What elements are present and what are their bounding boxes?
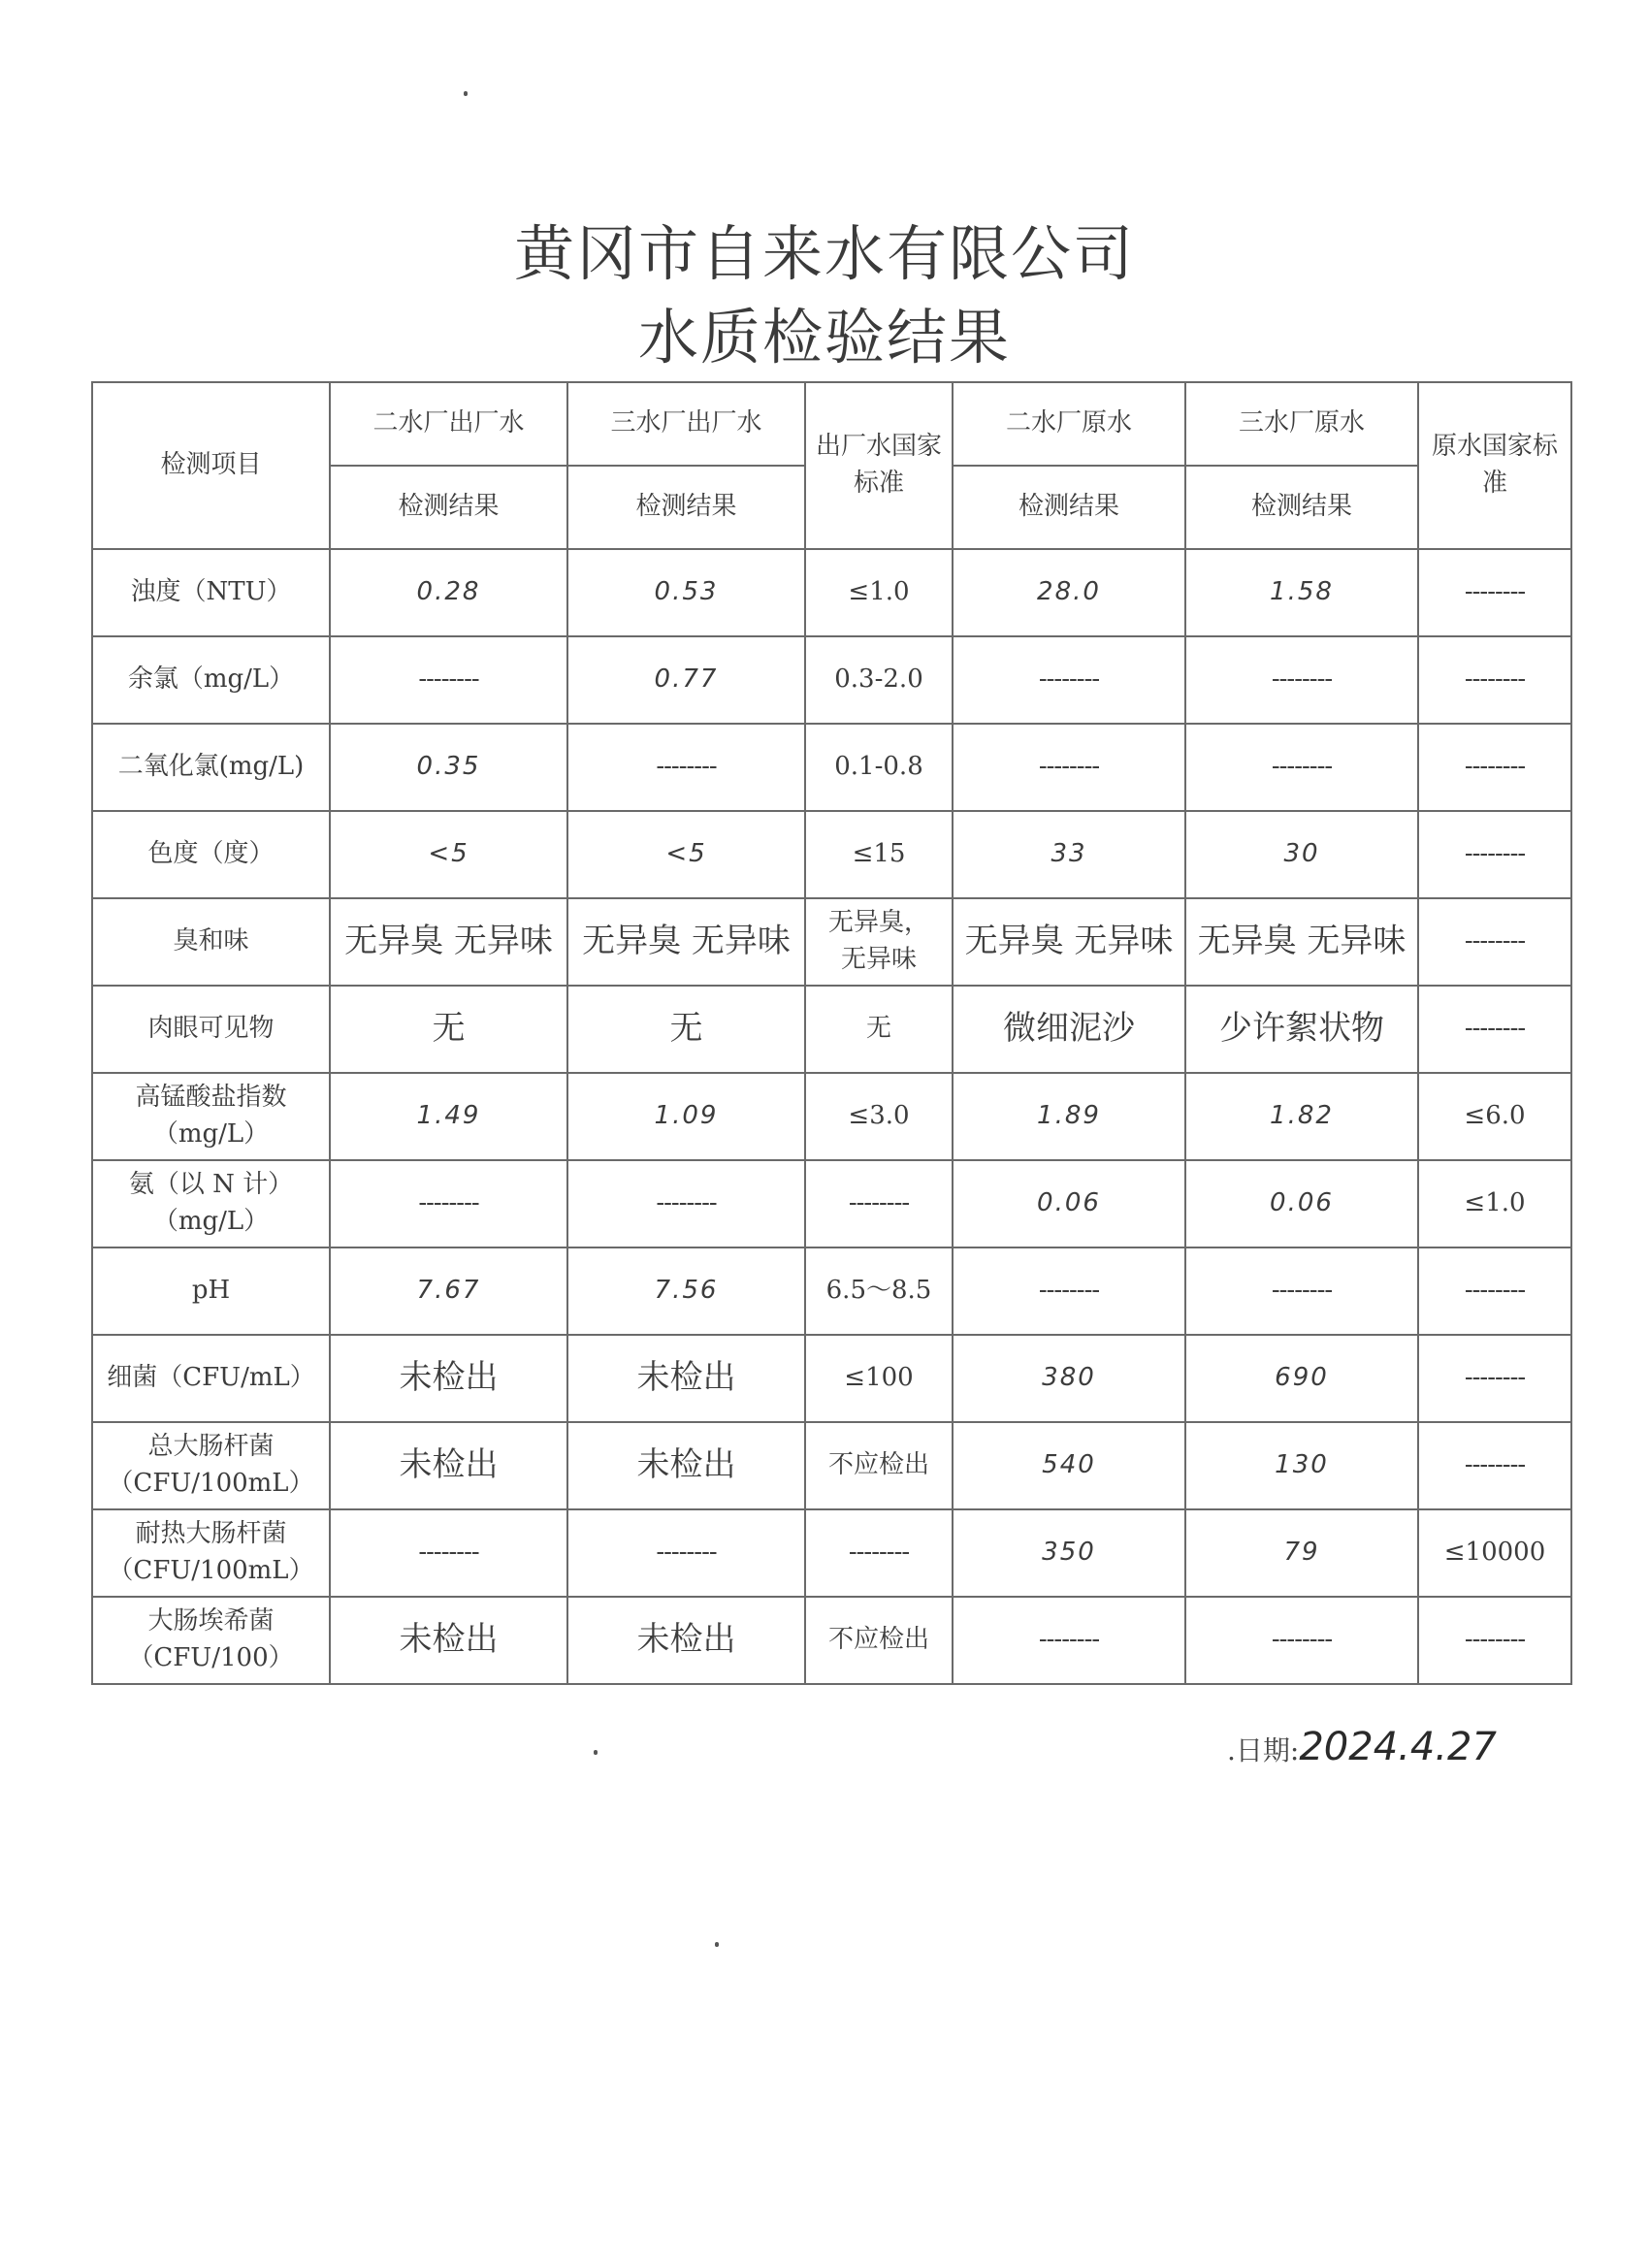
plant3-out-result-text: -------- (656, 752, 717, 782)
plant2-out-result-text: 无 (432, 1009, 466, 1049)
plant2-raw-result-text: -------- (1038, 752, 1100, 782)
row-item (92, 1597, 330, 1684)
plant2-out-result (330, 1597, 567, 1684)
plant3-out-result-text: 0.53 (654, 577, 719, 607)
raw-standard (1418, 986, 1571, 1073)
date-label: .日期: (1227, 1734, 1300, 1766)
raw-standard-text: -------- (1464, 839, 1526, 869)
plant3-raw-result-text: -------- (1271, 1625, 1333, 1655)
raw-standard-text: -------- (1464, 752, 1526, 782)
raw-standard (1418, 898, 1571, 986)
plant3-out-result-text: -------- (656, 1188, 717, 1218)
plant3-raw-result (1185, 724, 1418, 811)
plant3-raw-result-text: 少许絮状物 (1219, 1009, 1384, 1049)
raw-standard-text: -------- (1464, 1450, 1526, 1480)
plant2-raw-result-text: 350 (1042, 1538, 1096, 1568)
plant2-out-result (330, 1073, 567, 1160)
plant2-raw-result-text: 1.89 (1037, 1101, 1101, 1131)
row-item-text: pH (191, 1276, 231, 1306)
header-out-standard: 出厂水国家标准 (805, 382, 953, 549)
scan-speck (464, 91, 468, 96)
plant3-out-result (567, 811, 805, 898)
row-item (92, 549, 330, 636)
row-item-text: 耐热大肠杆菌 (135, 1519, 287, 1549)
plant3-out-result (567, 1247, 805, 1335)
header-row (92, 382, 1571, 466)
raw-standard-text: ≤10000 (1443, 1538, 1546, 1568)
plant3-raw-result-text: 无异臭 无异味 (1197, 922, 1406, 961)
header-plant3-out: 三水厂出厂水 (567, 382, 805, 466)
plant2-out-result (330, 1160, 567, 1247)
plant2-raw-result (953, 724, 1185, 811)
row-item-text: 高锰酸盐指数 (135, 1083, 287, 1113)
plant2-raw-result-text: -------- (1038, 1625, 1100, 1655)
raw-standard (1418, 1509, 1571, 1597)
out-standard (805, 1597, 953, 1684)
table-row (92, 1073, 1571, 1160)
raw-standard-text: -------- (1464, 577, 1526, 607)
plant3-out-result-text: 无 (669, 1009, 703, 1049)
header-item: 检测项目 (92, 382, 330, 549)
header-plant3-raw: 三水厂原水 (1185, 382, 1418, 466)
row-item (92, 811, 330, 898)
plant2-out-result (330, 898, 567, 986)
out-standard-text: 0.3-2.0 (834, 664, 923, 695)
plant2-raw-result (953, 1597, 1185, 1684)
table-row (92, 549, 1571, 636)
plant3-raw-result (1185, 1073, 1418, 1160)
plant2-raw-result (953, 1335, 1185, 1422)
raw-standard-text: -------- (1464, 1625, 1526, 1655)
row-item-text: 细菌（CFU/mL） (107, 1363, 315, 1393)
plant3-out-result (567, 636, 805, 724)
plant3-out-result (567, 1597, 805, 1684)
plant2-raw-result (953, 1160, 1185, 1247)
subheader-result: 检测结果 (953, 466, 1185, 549)
row-item-text: 浊度（NTU） (130, 577, 292, 607)
raw-standard-text: ≤6.0 (1464, 1101, 1526, 1131)
plant3-raw-result (1185, 636, 1418, 724)
plant3-raw-result (1185, 1247, 1418, 1335)
plant3-out-result-text: 未检出 (636, 1358, 736, 1398)
raw-standard-text: -------- (1464, 664, 1526, 695)
plant2-out-result (330, 549, 567, 636)
row-item-text: 大肠埃希菌 (147, 1606, 275, 1636)
row-item (92, 1422, 330, 1509)
plant3-raw-result (1185, 986, 1418, 1073)
plant3-raw-result-text: -------- (1271, 664, 1333, 695)
plant3-raw-result (1185, 1509, 1418, 1597)
plant3-raw-result (1185, 1160, 1418, 1247)
plant2-raw-result-text: 无异臭 无异味 (964, 922, 1174, 961)
plant3-out-result (567, 1422, 805, 1509)
plant2-raw-result (953, 986, 1185, 1073)
plant3-out-result (567, 549, 805, 636)
plant2-out-result-text: 未检出 (399, 1445, 499, 1485)
plant2-out-result-text: 0.35 (416, 752, 481, 782)
plant2-out-result (330, 1422, 567, 1509)
out-standard-text: 6.5～8.5 (825, 1276, 932, 1306)
raw-standard (1418, 1335, 1571, 1422)
row-item-text: 二氧化氯(mg/L) (117, 752, 305, 782)
row-item (92, 1247, 330, 1335)
plant3-out-result (567, 986, 805, 1073)
out-standard (805, 1073, 953, 1160)
plant2-out-result-text: -------- (418, 664, 479, 695)
table-row (92, 636, 1571, 724)
out-standard-text: 无异味 (840, 945, 917, 974)
out-standard (805, 1160, 953, 1247)
report-title: 水质检验结果 (637, 302, 1011, 373)
plant3-out-result-text: 0.77 (654, 664, 719, 695)
out-standard-text: 0.1-0.8 (834, 752, 923, 782)
plant2-raw-result-text: 28.0 (1037, 577, 1101, 607)
plant3-out-result (567, 1509, 805, 1597)
plant2-raw-result (953, 1247, 1185, 1335)
plant2-out-result-text: 无异臭 无异味 (344, 922, 553, 961)
row-item-text: （mg/L） (152, 1207, 270, 1236)
row-item (92, 898, 330, 986)
plant2-raw-result (953, 1073, 1185, 1160)
company-title: 黄冈市自来水有限公司 (513, 218, 1135, 289)
scan-speck (594, 1750, 598, 1755)
plant2-out-result-text: 0.28 (416, 577, 481, 607)
out-standard-text: 不应检出 (827, 1625, 929, 1655)
subheader-result: 检测结果 (1185, 466, 1418, 549)
plant3-raw-result-text: 30 (1283, 839, 1320, 869)
plant3-raw-result-text: -------- (1271, 1276, 1333, 1306)
header-raw-standard: 原水国家标准 (1418, 382, 1571, 549)
table-row (92, 986, 1571, 1073)
scan-speck (715, 1942, 719, 1947)
plant2-out-result-text: 1.49 (416, 1101, 481, 1131)
plant2-out-result-text: -------- (418, 1188, 479, 1218)
plant2-out-result (330, 811, 567, 898)
date-line (1227, 1725, 1497, 1769)
table-row (92, 898, 1571, 986)
out-standard (805, 636, 953, 724)
raw-standard-text: -------- (1464, 1014, 1526, 1044)
plant2-raw-result-text: -------- (1038, 664, 1100, 695)
plant2-out-result (330, 1247, 567, 1335)
plant3-raw-result-text: 1.82 (1270, 1101, 1334, 1131)
table-row (92, 1509, 1571, 1597)
out-standard (805, 1335, 953, 1422)
plant2-out-result-text: <5 (428, 839, 469, 869)
out-standard (805, 1247, 953, 1335)
plant3-out-result-text: <5 (665, 839, 707, 869)
out-standard-text: -------- (848, 1188, 910, 1218)
out-standard (805, 1509, 953, 1597)
row-item (92, 1335, 330, 1422)
row-item-text: （CFU/100mL） (108, 1469, 314, 1498)
raw-standard (1418, 1597, 1571, 1684)
plant3-raw-result-text: -------- (1271, 752, 1333, 782)
row-item-text: 余氯（mg/L） (127, 664, 295, 695)
plant2-raw-result-text: 微细泥沙 (1003, 1009, 1135, 1049)
plant3-out-result-text: 1.09 (654, 1101, 719, 1131)
header-plant2-out: 二水厂出厂水 (330, 382, 567, 466)
row-item-text: 色度（度） (147, 839, 275, 869)
table-row (92, 1597, 1571, 1684)
plant2-raw-result (953, 636, 1185, 724)
row-item-text: 氨（以 N 计） (128, 1170, 294, 1200)
plant3-out-result (567, 1073, 805, 1160)
raw-standard (1418, 1247, 1571, 1335)
plant3-out-result-text: 未检出 (636, 1620, 736, 1660)
plant2-raw-result (953, 898, 1185, 986)
plant2-raw-result-text: -------- (1038, 1276, 1100, 1306)
header-plant2-raw: 二水厂原水 (953, 382, 1185, 466)
plant3-out-result (567, 1160, 805, 1247)
out-standard (805, 724, 953, 811)
row-item-text: 肉眼可见物 (147, 1014, 275, 1044)
row-item-text: 臭和味 (173, 926, 249, 956)
out-standard-text: 不应检出 (827, 1450, 929, 1480)
plant2-out-result (330, 1509, 567, 1597)
out-standard-text: ≤100 (844, 1363, 914, 1393)
table-row (92, 1247, 1571, 1335)
out-standard-text: ≤15 (852, 839, 906, 869)
plant3-out-result-text: -------- (656, 1538, 717, 1568)
subheader-result: 检测结果 (567, 466, 805, 549)
row-item (92, 1073, 330, 1160)
raw-standard (1418, 724, 1571, 811)
results-table (91, 381, 1572, 1685)
raw-standard-text: -------- (1464, 1276, 1526, 1306)
raw-standard (1418, 1422, 1571, 1509)
raw-standard (1418, 636, 1571, 724)
out-standard (805, 986, 953, 1073)
plant2-out-result (330, 986, 567, 1073)
row-item (92, 636, 330, 724)
raw-standard (1418, 1160, 1571, 1247)
table-row (92, 1422, 1571, 1509)
out-standard-text: ≤3.0 (848, 1101, 910, 1131)
plant2-raw-result (953, 549, 1185, 636)
row-item (92, 1160, 330, 1247)
plant3-raw-result-text: 130 (1275, 1450, 1329, 1480)
out-standard (805, 549, 953, 636)
plant3-out-result-text: 7.56 (654, 1276, 719, 1306)
row-item-text: （CFU/100mL） (108, 1556, 314, 1585)
plant2-raw-result-text: 0.06 (1037, 1188, 1101, 1218)
raw-standard (1418, 1073, 1571, 1160)
out-standard-text: 无 (865, 1014, 891, 1044)
plant3-out-result (567, 724, 805, 811)
plant2-raw-result (953, 811, 1185, 898)
plant3-raw-result-text: 0.06 (1270, 1188, 1334, 1218)
row-item (92, 1509, 330, 1597)
plant2-out-result (330, 724, 567, 811)
raw-standard-text: -------- (1464, 926, 1526, 956)
plant2-raw-result (953, 1509, 1185, 1597)
plant3-raw-result-text: 79 (1283, 1538, 1320, 1568)
subheader-result: 检测结果 (330, 466, 567, 549)
row-item (92, 724, 330, 811)
plant3-raw-result (1185, 1597, 1418, 1684)
plant3-raw-result-text: 1.58 (1270, 577, 1334, 607)
table-row (92, 1160, 1571, 1247)
plant2-out-result (330, 1335, 567, 1422)
plant2-raw-result-text: 540 (1042, 1450, 1096, 1480)
raw-standard-text: -------- (1464, 1363, 1526, 1393)
out-standard (805, 898, 953, 986)
plant2-out-result-text: -------- (418, 1538, 479, 1568)
plant3-raw-result (1185, 898, 1418, 986)
row-item-text: （mg/L） (152, 1119, 270, 1149)
plant3-out-result (567, 898, 805, 986)
raw-standard-text: ≤1.0 (1464, 1188, 1526, 1218)
row-item-text: 总大肠杆菌 (147, 1432, 275, 1462)
date-value: 2024.4.27 (1299, 1725, 1497, 1769)
plant3-raw-result (1185, 811, 1418, 898)
plant3-raw-result-text: 690 (1275, 1363, 1329, 1393)
raw-standard (1418, 549, 1571, 636)
plant3-out-result (567, 1335, 805, 1422)
plant3-out-result-text: 未检出 (636, 1445, 736, 1485)
plant2-out-result-text: 7.67 (416, 1276, 481, 1306)
plant3-raw-result (1185, 549, 1418, 636)
table-row (92, 724, 1571, 811)
table-row (92, 1335, 1571, 1422)
row-item-text: （CFU/100） (128, 1643, 294, 1672)
plant2-raw-result-text: 33 (1051, 839, 1087, 869)
plant2-raw-result (953, 1422, 1185, 1509)
plant3-out-result-text: 无异臭 无异味 (582, 922, 791, 961)
plant3-raw-result (1185, 1335, 1418, 1422)
plant2-out-result (330, 636, 567, 724)
plant2-out-result-text: 未检出 (399, 1358, 499, 1398)
raw-standard (1418, 811, 1571, 898)
out-standard-text: 无异臭， (827, 908, 929, 938)
plant2-out-result-text: 未检出 (399, 1620, 499, 1660)
out-standard-text: ≤1.0 (848, 577, 910, 607)
plant3-raw-result (1185, 1422, 1418, 1509)
out-standard (805, 811, 953, 898)
table-row (92, 811, 1571, 898)
row-item (92, 986, 330, 1073)
out-standard-text: -------- (848, 1538, 910, 1568)
out-standard (805, 1422, 953, 1509)
plant2-raw-result-text: 380 (1042, 1363, 1096, 1393)
